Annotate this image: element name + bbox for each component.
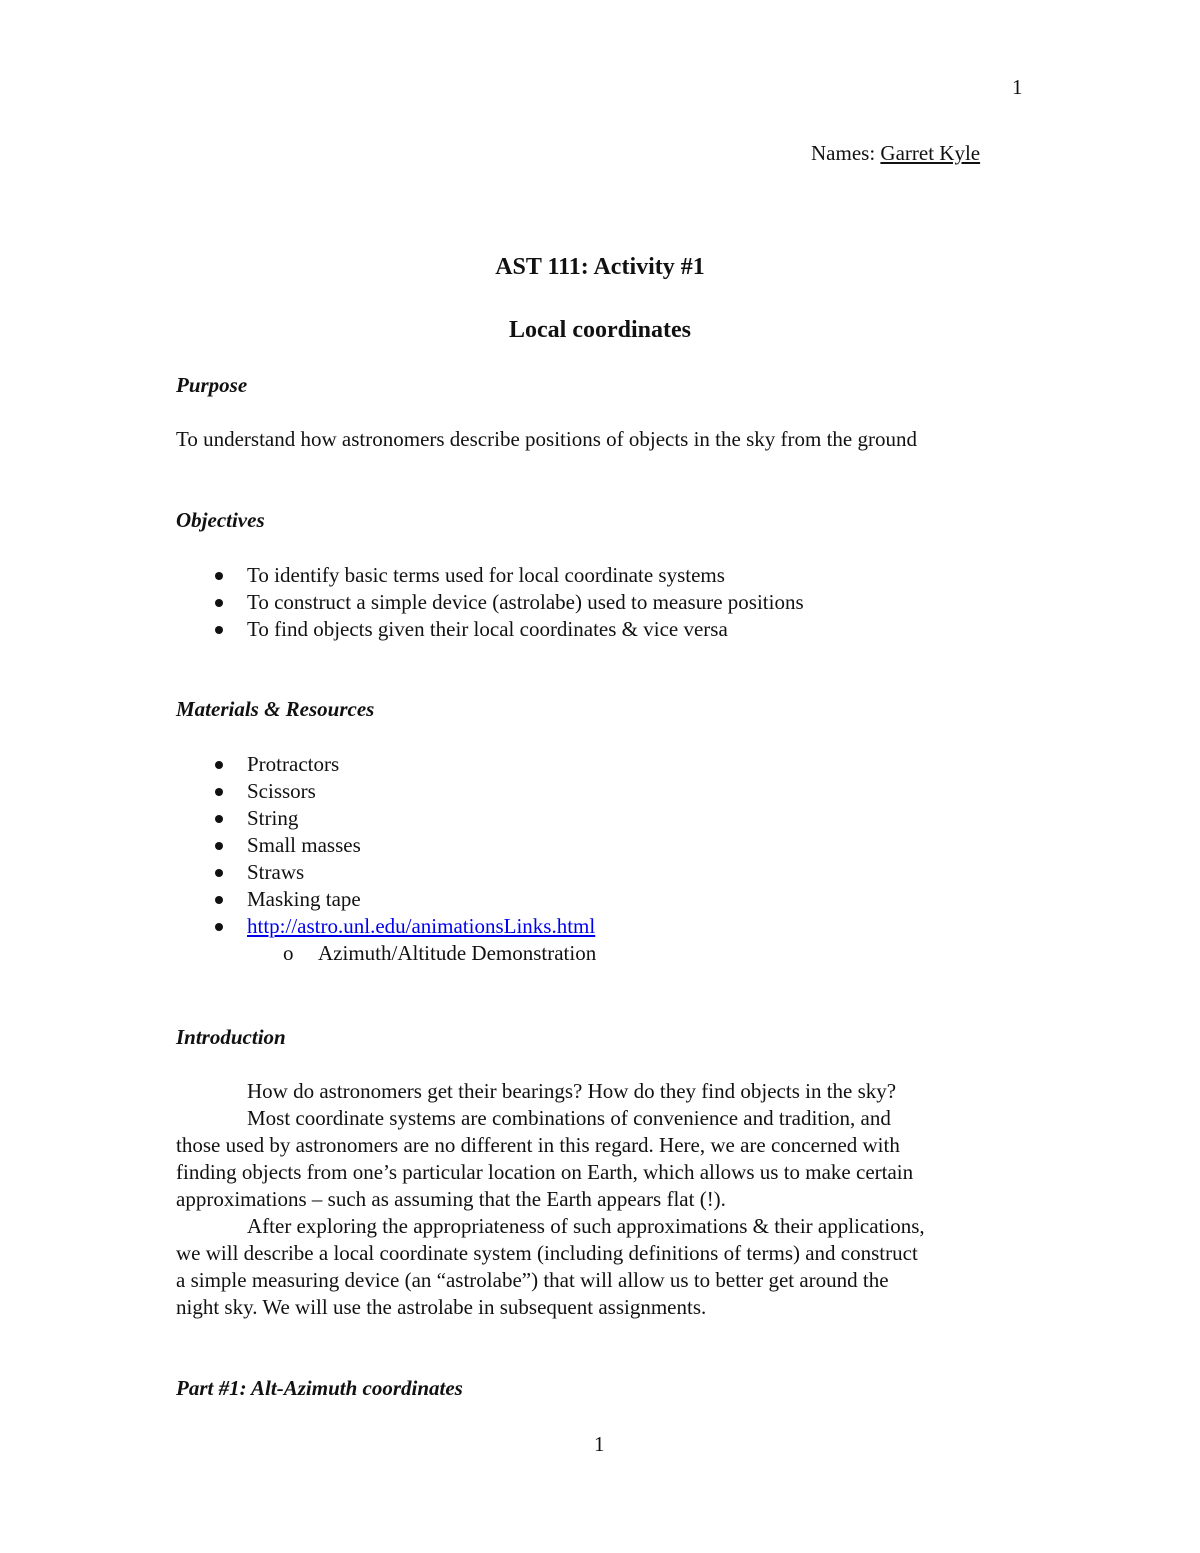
bullet-icon bbox=[215, 923, 223, 931]
list-item: To find objects given their local coordinates & vice versa bbox=[176, 616, 804, 643]
purpose-text: To understand how astronomers describe positions of objects in the sky from the ground bbox=[176, 427, 917, 451]
names-line bbox=[811, 140, 980, 167]
bullet-icon bbox=[215, 599, 223, 607]
list-item bbox=[176, 913, 595, 940]
intro-line: night sky. We will use the astrolabe in subsequent assignments. bbox=[176, 1295, 707, 1319]
introduction-body bbox=[176, 1078, 1016, 1321]
intro-line: Most coordinate systems are combinations of convenience and tradition, and bbox=[247, 1106, 891, 1130]
part1-heading: Part #1: Alt-Azimuth coordinates bbox=[176, 1376, 463, 1400]
bullet-icon bbox=[215, 896, 223, 904]
list-item: To construct a simple device (astrolabe) used to measure positions bbox=[176, 589, 804, 616]
materials-heading: Materials & Resources bbox=[176, 697, 375, 721]
intro-line: How do astronomers get their bearings? How do they find objects in the sky? bbox=[247, 1079, 897, 1103]
intro-line: we will describe a local coordinate system (including definitions of terms) and construct bbox=[176, 1241, 918, 1265]
names-value: Garret Kyle bbox=[880, 141, 981, 165]
sub-item-label: Azimuth/Altitude Demonstration bbox=[318, 941, 597, 965]
materials-list bbox=[176, 751, 595, 940]
list-item: To identify basic terms used for local coordinate systems bbox=[176, 562, 804, 589]
sub-list-item bbox=[283, 940, 596, 967]
list-item: Straws bbox=[176, 859, 595, 886]
objectives-heading: Objectives bbox=[176, 508, 265, 532]
page-number-bottom: 1 bbox=[594, 1432, 605, 1456]
sub-bullet-icon: o bbox=[283, 941, 294, 965]
list-item: Protractors bbox=[176, 751, 595, 778]
introduction-heading: Introduction bbox=[176, 1025, 286, 1049]
intro-line: approximations – such as assuming that the Earth appears flat (!). bbox=[176, 1187, 726, 1211]
intro-line: finding objects from one’s particular location on Earth, which allows us to make certain bbox=[176, 1160, 914, 1184]
bullet-icon bbox=[215, 842, 223, 850]
list-item: Masking tape bbox=[176, 886, 595, 913]
list-item: String bbox=[176, 805, 595, 832]
bullet-icon bbox=[215, 761, 223, 769]
page-number-top: 1 bbox=[1012, 75, 1023, 99]
intro-line: those used by astronomers are no different in this regard. Here, we are concerned with bbox=[176, 1133, 900, 1157]
names-label: Names: bbox=[811, 141, 876, 165]
resource-link[interactable]: http://astro.unl.edu/animationsLinks.html bbox=[247, 914, 596, 938]
bullet-icon bbox=[215, 572, 223, 580]
bullet-icon bbox=[215, 626, 223, 634]
document-subtitle: Local coordinates bbox=[509, 317, 691, 343]
bullet-icon bbox=[215, 869, 223, 877]
intro-line: a simple measuring device (an “astrolabe”) that will allow us to better get around the bbox=[176, 1268, 889, 1292]
list-item: Small masses bbox=[176, 832, 595, 859]
purpose-heading: Purpose bbox=[176, 373, 248, 397]
intro-line: After exploring the appropriateness of such approximations & their applications, bbox=[247, 1214, 925, 1238]
objectives-list bbox=[176, 562, 804, 643]
bullet-icon bbox=[215, 815, 223, 823]
document-title: AST 111: Activity #1 bbox=[495, 254, 705, 280]
bullet-icon bbox=[215, 788, 223, 796]
list-item: Scissors bbox=[176, 778, 595, 805]
